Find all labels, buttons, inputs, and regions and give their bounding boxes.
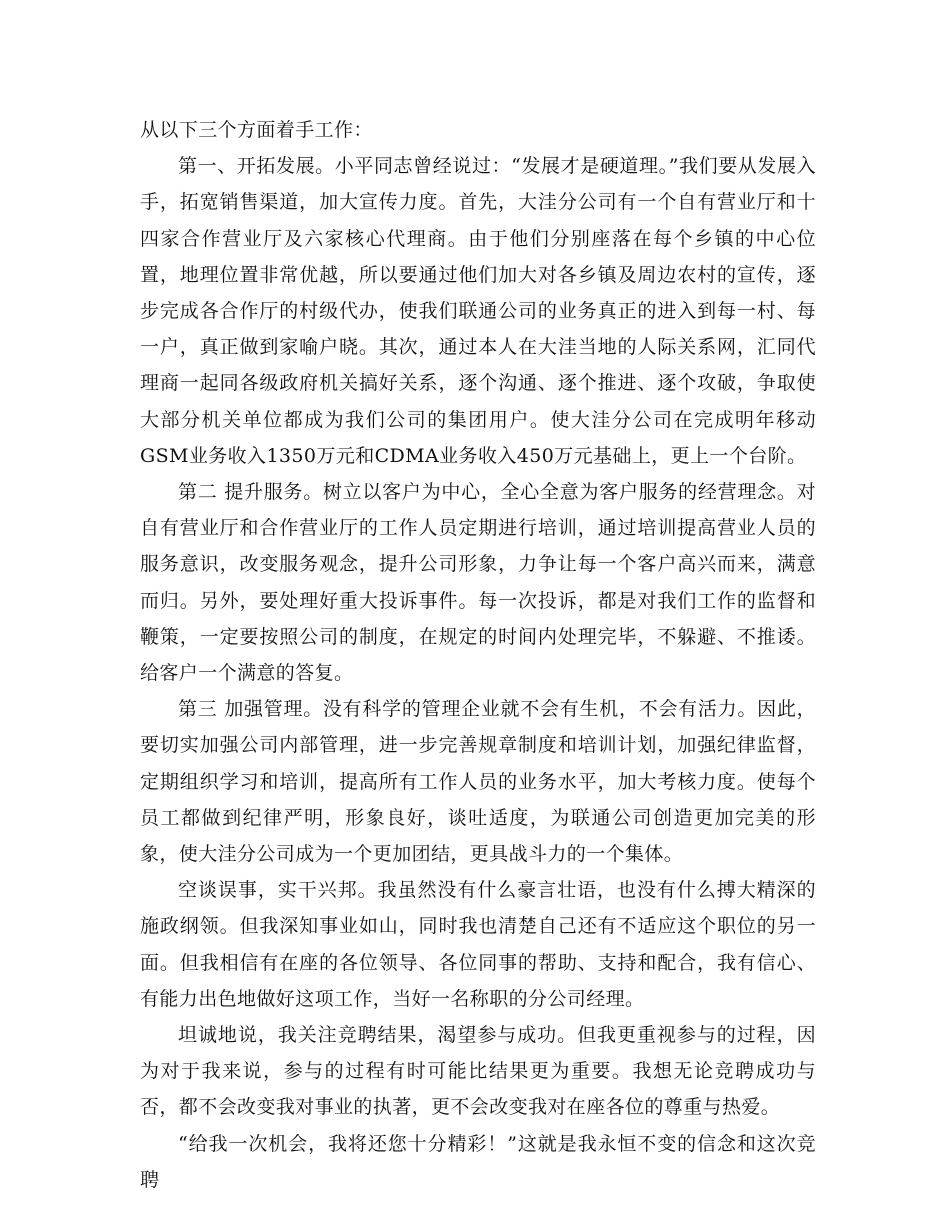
paragraph-point-three: 第三 加强管理。没有科学的管理企业就不会有生机，不会有活力。因此，要切实加强公司内部管理，进一步完善规章制度和培训计划，加强纪律监督，定期组织学习和培训，提高所有工作人员的业务水平，加大考核力度。使每个员工都做到纪律严明，形象良好，谈吐适度，为联通公司创造更加完美的形象，使大洼分公司成为一个更加团结，更具战斗力的一个集体。 (140, 698, 816, 866)
paragraph-commitment: 空谈误事，实干兴邦。我虽然没有什么豪言壮语，也没有什么搏大精深的施政纲领。但我深知事业如山，同时我也清楚自己还有不适应这个职位的另一面。但我相信有在座的各位领导、各位同事的帮助、支持和配合，我有信心、有能力出色地做好这项工作，当好一名称职的分公司经理。 (140, 879, 816, 1010)
document-body (140, 112, 816, 1198)
paragraph-point-one: 第一、开拓发展。小平同志曾经说过：“发展才是硬道理。”我们要从发展入手，拓宽销售渠道，加大宣传力度。首先，大洼分公司有一个自有营业厅和十四家合作营业厅及六家核心代理商。由于他们分别座落在每个乡镇的中心位置，地理位置非常优越，所以要通过他们加大对各乡镇及周边农村的宣传，逐步完成各合作厅的村级代办，使我们联通公司的业务真正的进入到每一村、每一户，真正做到家喻户晓。其次，通过本人在大洼当地的人际关系网，汇同代理商一起同各级政府机关搞好关系，逐个沟通、逐个推进、逐个攻破，争取使大部分机关单位都成为我们公司的集团用户。使大洼分公司在完成明年移动GSM业务收入1350万元和CDMA业务收入450万元基础上，更上一个台阶。 (140, 155, 816, 467)
paragraph-intro: 从以下三个方面着手工作： (140, 119, 373, 141)
paragraph-point-two: 第二 提升服务。树立以客户为中心，全心全意为客户服务的经营理念。对自有营业厅和合作营业厅的工作人员定期进行培训，通过培训提高营业人员的服务意识，改变服务观念，提升公司形象，力争让每一个客户高兴而来，满意而归。另外，要处理好重大投诉事件。每一次投诉，都是对我们工作的监督和鞭策，一定要按照公司的制度，在规定的时间内处理完毕，不躲避、不推诿。给客户一个满意的答复。 (140, 481, 816, 685)
paragraph-closing: “给我一次机会，我将还您十分精彩！”这就是我永恒不变的信念和这次竞聘 (140, 1132, 816, 1191)
paragraph-attitude: 坦诚地说，我关注竞聘结果，渴望参与成功。但我更重视参与的过程，因为对于我来说，参与的过程有时可能比结果更为重要。我想无论竞聘成功与否，都不会改变我对事业的执著，更不会改变我对在座各位的尊重与热爱。 (140, 1024, 816, 1119)
